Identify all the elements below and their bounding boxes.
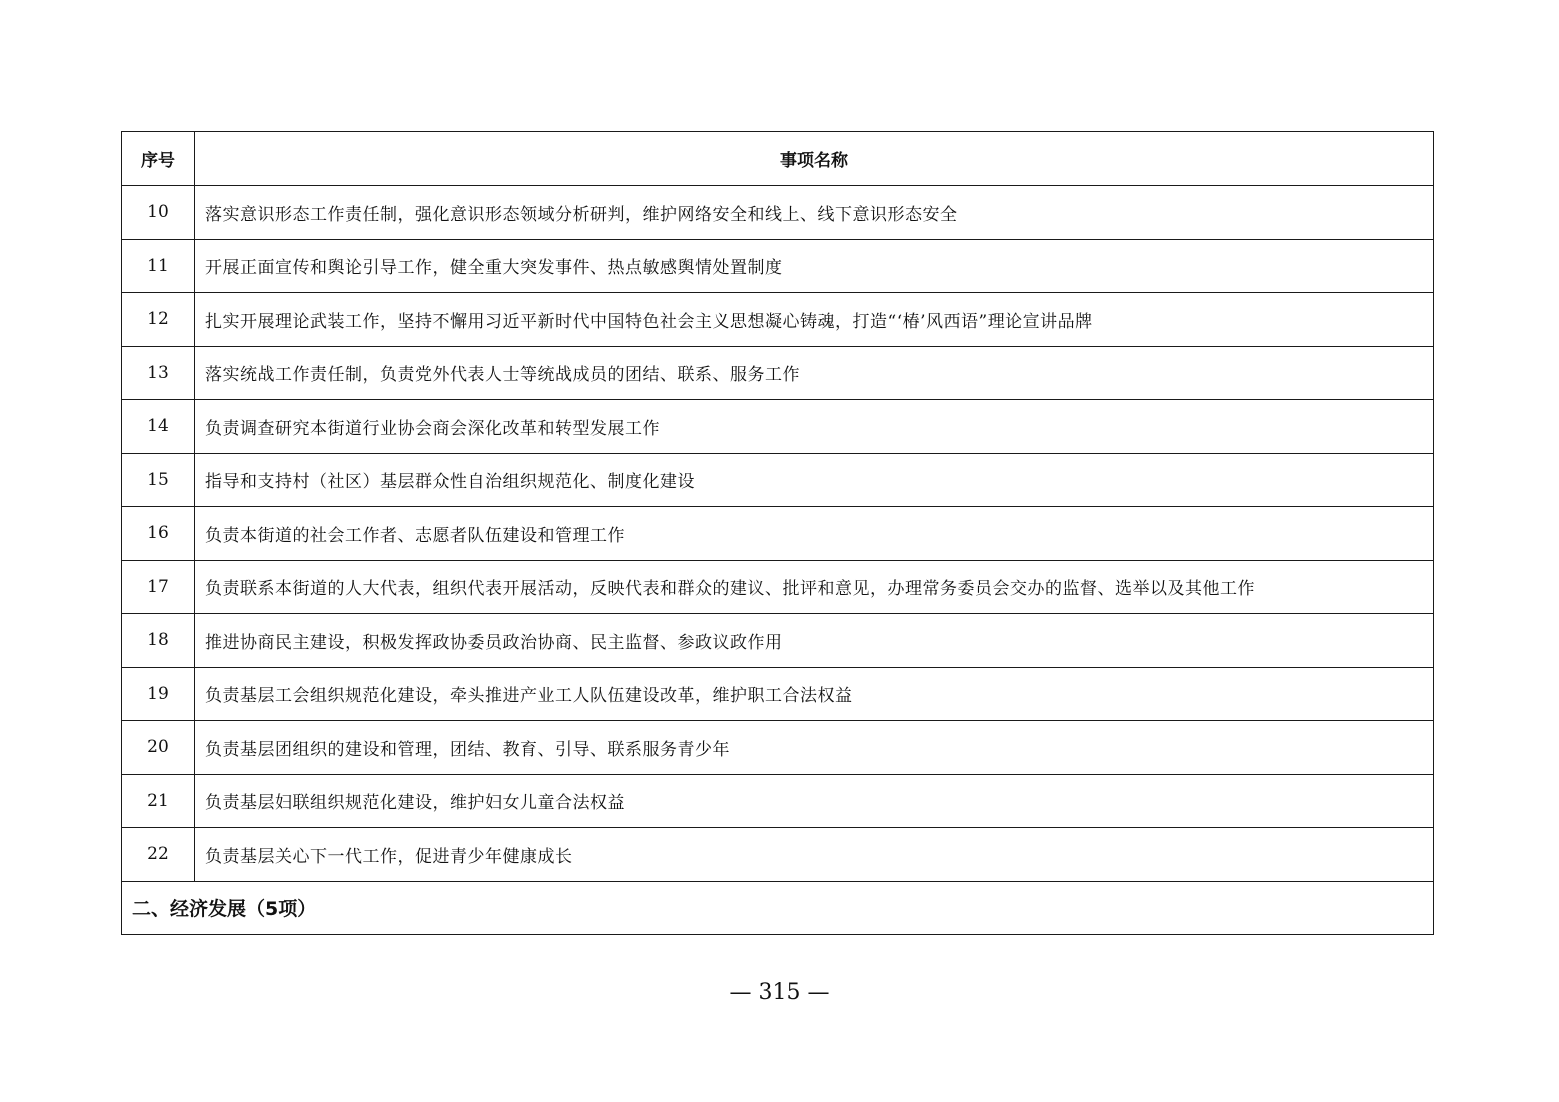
row-index: 13 <box>122 346 195 400</box>
table-row <box>122 721 1434 775</box>
table-row <box>122 186 1434 240</box>
row-name: 负责基层妇联组织规范化建设，维护妇女儿童合法权益 <box>195 774 1434 828</box>
table-row <box>122 828 1434 882</box>
row-index: 17 <box>122 560 195 614</box>
row-index: 16 <box>122 507 195 561</box>
row-index: 18 <box>122 614 195 668</box>
row-name: 落实统战工作责任制，负责党外代表人士等统战成员的团结、联系、服务工作 <box>195 346 1434 400</box>
row-index: 12 <box>122 293 195 347</box>
header-name: 事项名称 <box>195 132 1434 186</box>
table-row <box>122 400 1434 454</box>
row-name: 开展正面宣传和舆论引导工作，健全重大突发事件、热点敏感舆情处置制度 <box>195 239 1434 293</box>
table-row <box>122 614 1434 668</box>
row-index: 11 <box>122 239 195 293</box>
row-index: 22 <box>122 828 195 882</box>
row-name: 负责本街道的社会工作者、志愿者队伍建设和管理工作 <box>195 507 1434 561</box>
row-name: 负责联系本街道的人大代表，组织代表开展活动，反映代表和群众的建议、批评和意见，办理常务委员会交办的监督、选举以及其他工作 <box>195 560 1434 614</box>
row-name: 指导和支持村（社区）基层群众性自治组织规范化、制度化建设 <box>195 453 1434 507</box>
row-name: 落实意识形态工作责任制，强化意识形态领域分析研判，维护网络安全和线上、线下意识形态安全 <box>195 186 1434 240</box>
table-row <box>122 507 1434 561</box>
section-row <box>122 881 1434 934</box>
table-header-row <box>122 132 1434 186</box>
table-row <box>122 346 1434 400</box>
row-index: 21 <box>122 774 195 828</box>
row-name: 负责调查研究本街道行业协会商会深化改革和转型发展工作 <box>195 400 1434 454</box>
page-number: — 315 — <box>729 980 830 1005</box>
table-row <box>122 293 1434 347</box>
row-name: 扎实开展理论武装工作，坚持不懈用习近平新时代中国特色社会主义思想凝心铸魂，打造“‘椿’风西语”理论宣讲品牌 <box>195 293 1434 347</box>
matters-table <box>121 131 1434 935</box>
table-row <box>122 453 1434 507</box>
table-row <box>122 239 1434 293</box>
section-heading: 二、经济发展（5项） <box>122 881 1434 934</box>
table-row <box>122 774 1434 828</box>
row-index: 14 <box>122 400 195 454</box>
row-index: 15 <box>122 453 195 507</box>
row-name: 负责基层关心下一代工作，促进青少年健康成长 <box>195 828 1434 882</box>
row-index: 20 <box>122 721 195 775</box>
row-name: 推进协商民主建设，积极发挥政协委员政治协商、民主监督、参政议政作用 <box>195 614 1434 668</box>
row-index: 10 <box>122 186 195 240</box>
table-row <box>122 667 1434 721</box>
row-name: 负责基层工会组织规范化建设，牵头推进产业工人队伍建设改革，维护职工合法权益 <box>195 667 1434 721</box>
row-index: 19 <box>122 667 195 721</box>
header-index: 序号 <box>122 132 195 186</box>
table-row <box>122 560 1434 614</box>
row-name: 负责基层团组织的建设和管理，团结、教育、引导、联系服务青少年 <box>195 721 1434 775</box>
